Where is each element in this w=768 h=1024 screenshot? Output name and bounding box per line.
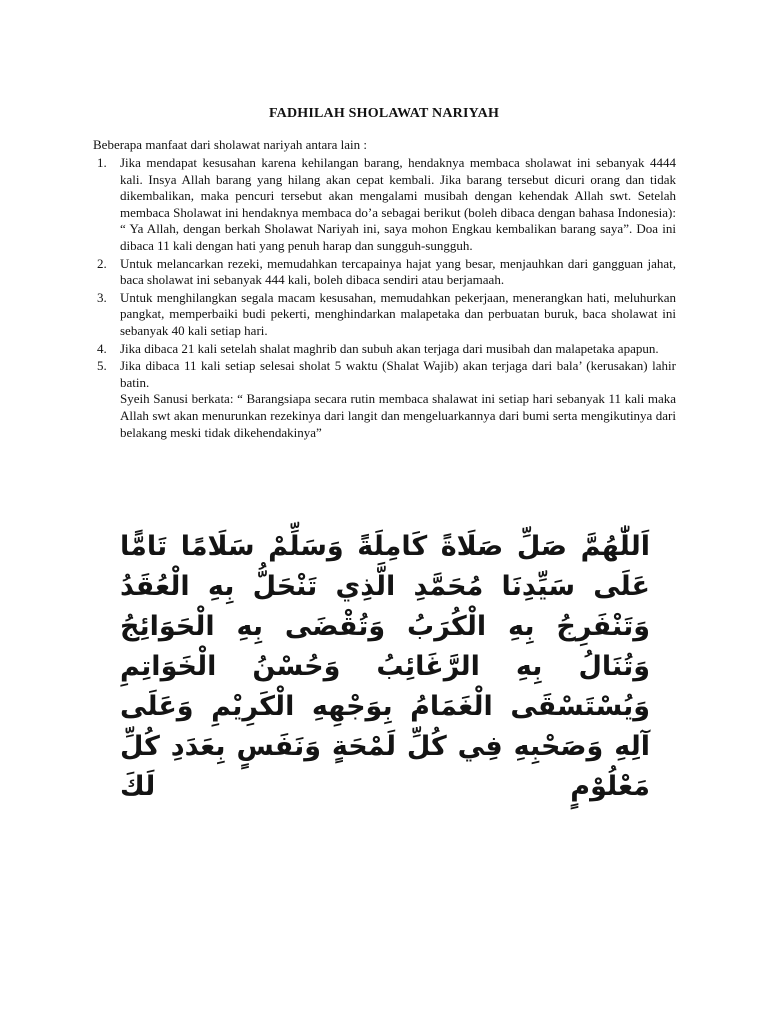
list-item-text: Jika mendapat kesusahan karena kehilangan barang, hendaknya membaca sholawat ini sebanyak 4444 kali. Insya Allah barang yang hilang akan cepat kembali. Jika barang tersebut dicuri orang dan tidak dikembalikan, maka pencuri tersebut akan mengalami musibah dengan kehendak Allah swt. Setelah membaca Sholawat ini hendaknya membaca do’a sebagai berikut (boleh dibaca dengan bahasa Indonesia): “ Ya Allah, dengan berkah Sholawat Nariyah ini, saya mohon Engkau kembalikan barang saya”. Doa ini dibaca 11 kali dengan hati yang penuh harap dan sungguh-sungguh. [120,155,676,253]
list-item-number: 2. [97,255,107,271]
arabic-calligraphy-text: اَللّٰهُمَّ صَلِّ صَلَاةً كَامِلَةً وَسَلِّمْ سَلَامًا تَامًّا عَلَى سَيِّدِنَا مُحَمَّدِ الَّذِي تَنْحَلُّ بِهِ الْعُقَدُ وَتَنْفَرِجُ بِهِ الْكُرَبُ وَتُقْضَى بِهِ الْحَوَائِجُ وَتُنَالُ بِهِ الرَّغَائِبُ وَحُسْنُ الْخَوَاتِمِ وَيُسْتَسْقَى الْغَمَامُ بِوَجْهِهِ الْكَرِيْمِ وَعَلَى آلِهِ وَصَحْبِهِ فِي كُلِّ لَمْحَةٍ وَنَفَسٍ بِعَدَدِ كُلِّ مَعْلُوْمٍ لَكَ [120,531,650,802]
list-item [93,256,676,289]
intro-text: Beberapa manfaat dari sholawat nariyah antara lain : [93,137,367,152]
list-item-number: 3. [97,289,107,305]
list-item-text: Untuk melancarkan rezeki, memudahkan tercapainya hajat yang besar, menjauhkan dari gangguan jahat, baca sholawat ini sebanyak 444 kali, boleh dibaca sendiri atau berjamaah. [120,255,676,288]
list-item [93,155,676,255]
benefit-list [93,155,676,442]
quote-note: Syeih Sanusi berkata: “ Barangsiapa secara rutin membaca shalawat ini setiap hari sebanyak 11 kali maka Allah swt akan menurunkan rezekinya dari langit dan mengeluarkannya dari bumi serta mengikutinya dari belakang meski tidak dikehendakinya” [120,391,676,440]
list-item [93,290,676,340]
list-item-number: 4. [97,340,107,356]
list-item-number: 1. [97,155,107,170]
list-item-text: Untuk menghilangkan segala macam kesusahan, memudahkan pekerjaan, menerangkan hati, meluhurkan pangkat, memperbaiki budi pekerti, menghindarkan malapetaka dan perbuatan buruk, baca sholawat ini sebanyak 40 kali setiap hari. [120,289,676,338]
list-item [93,341,676,358]
page-title: FADHILAH SHOLAWAT NARIYAH [268,106,500,121]
list-item [93,358,676,441]
list-item-text: Jika dibaca 21 kali setelah shalat maghrib dan subuh akan terjaga dari musibah dan malapetaka apapun. [120,340,659,356]
list-item-text: Jika dibaca 11 kali setiap selesai sholat 5 waktu (Shalat Wajib) akan terjaga dari bala’ (kerusakan) lahir batin. [120,358,676,390]
list-item-number: 5. [97,358,107,374]
